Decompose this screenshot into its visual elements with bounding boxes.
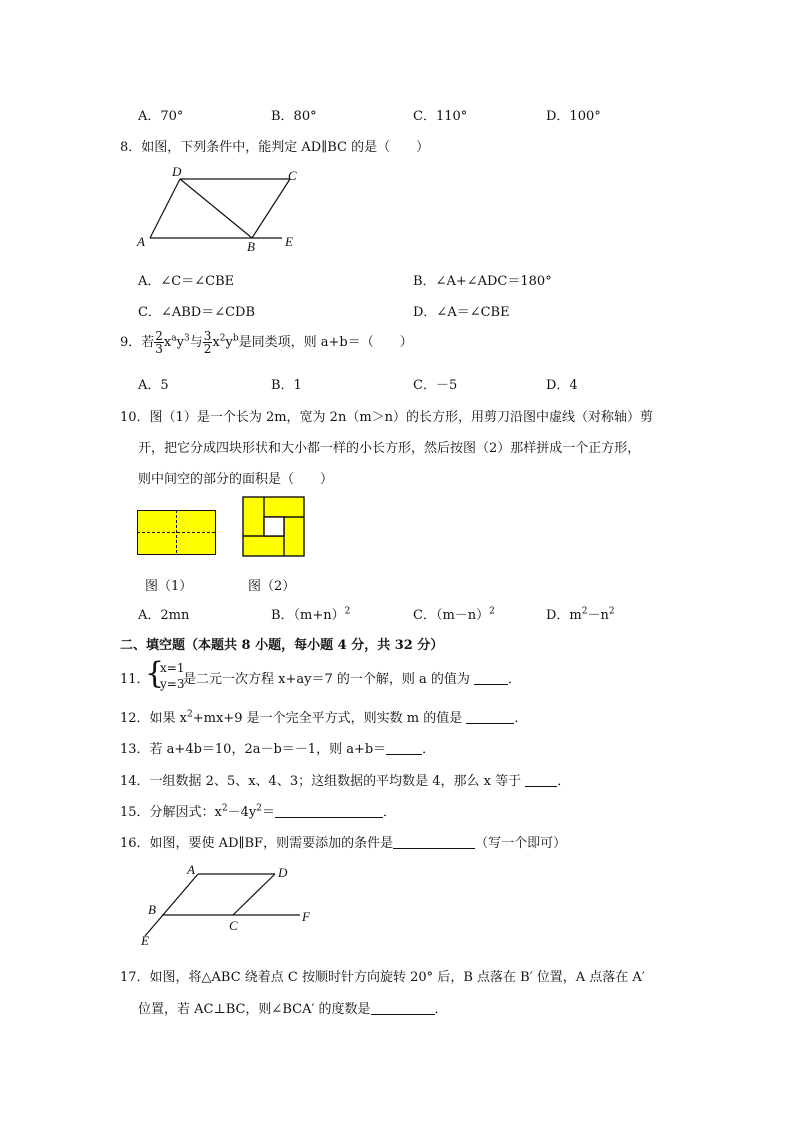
q14-answer-blank <box>525 774 557 787</box>
q10-option-c: C．$(m-n)^2$ <box>413 606 495 623</box>
q7-option-b: B．80° <box>271 109 317 124</box>
q10-figure-2-caption: 图（2） <box>248 579 296 594</box>
q10-option-a: A．2mn <box>138 608 190 623</box>
q8-stem: 8．如图，下列条件中，能判定 AD∥BC 的是（ ） <box>120 140 430 155</box>
q16-answer-blank <box>393 836 475 849</box>
q15-answer-blank <box>275 805 383 818</box>
q9-option-a: A．5 <box>138 378 169 393</box>
q8-label-c: C <box>288 168 297 183</box>
q8-label-a: A <box>137 234 145 249</box>
q10-line-1: 10．图（1）是一个长为 2m，宽为 2n（m＞n）的长方形，用剪刀沿图中虚线（对称轴）剪 <box>120 410 654 425</box>
q17-answer-blank <box>371 1002 435 1015</box>
q11-brace: { <box>145 656 165 691</box>
q10-figure-1-caption: 图（1） <box>145 579 193 594</box>
q11-number: 11． <box>120 672 150 687</box>
q11-text: 是二元一次方程 x+ay＝7 的一个解，则 a 的值为 ． <box>183 672 522 687</box>
q16-label-e: E <box>141 933 149 948</box>
q14-text: 14．一组数据 2、5、x、4、3；这组数据的平均数是 4，那么 x 等于 ． <box>120 774 571 789</box>
q7-option-a: A．70° <box>138 109 184 124</box>
q10-option-d: D．$m^2-n^2$ <box>546 606 615 623</box>
q7-option-d: D．100° <box>546 109 601 124</box>
q10-figure-1 <box>137 510 217 556</box>
q16-label-d: D <box>278 865 288 880</box>
q12-answer-blank <box>466 711 514 724</box>
q7-option-c: C．110° <box>413 109 468 124</box>
q8-label-d: D <box>172 164 182 179</box>
q8-label-b: B <box>247 239 255 254</box>
q13-text: 13．若 a+4b＝10，2a－b＝－1，则 a+b＝ ． <box>120 742 436 757</box>
q16-text: 16．如图，要使 AD∥BF，则需要添加的条件是 （写一个即可） <box>120 836 567 851</box>
q8-option-d: D．∠A＝∠CBE <box>413 305 510 320</box>
q13-answer-blank <box>386 742 422 755</box>
q16-label-b: B <box>148 902 156 917</box>
section-2-title: 二、填空题（本题共 8 小题，每小题 4 分，共 32 分） <box>120 638 444 653</box>
q12-text: 12．如果 $x^2+mx+9$ 是一个完全平方式，则实数 m 的值是 ． <box>120 709 528 726</box>
q9-option-d: D．4 <box>546 378 578 393</box>
q10-line-2: 开，把它分成四块形状和大小都一样的小长方形，然后按图（2）那样拼成一个正方形， <box>138 441 641 456</box>
q9-stem: 9．若 $\frac{2}{3}$ $x^ay^3$与 $\frac{3}{2}$ $x^2y^b$是同类项，则 a+b＝（ ） <box>120 329 413 356</box>
q11-system: x=1 y=3 <box>160 661 185 691</box>
q9-option-b: B．1 <box>271 378 302 393</box>
q11-answer-blank <box>474 672 508 685</box>
q8-option-b: B．∠A+∠ADC＝180° <box>413 274 552 289</box>
q16-label-c: C <box>229 918 238 933</box>
q8-label-e: E <box>285 234 293 249</box>
q8-option-a: A．∠C＝∠CBE <box>138 274 235 289</box>
q10-figure-2 <box>242 496 306 558</box>
q9-fraction-2: $\frac{3}{2}$ <box>203 329 212 356</box>
q8-parallelogram-figure <box>130 162 310 254</box>
q9-option-c: C．－5 <box>413 378 458 393</box>
q16-figure <box>135 860 325 952</box>
q8-option-c: C．∠ABD＝∠CDB <box>138 305 256 320</box>
q10-line-3: 则中间空的部分的面积是（ ） <box>138 472 334 487</box>
q17-line-1: 17．如图，将△ABC 绕着点 C 按顺时针方向旋转 20° 后，B 点落在 B′ 位置，A 点落在 A′ <box>120 970 645 985</box>
q16-label-a: A <box>187 862 195 877</box>
q16-label-f: F <box>302 909 310 924</box>
q9-fraction-1: $\frac{2}{3}$ <box>155 329 163 356</box>
q17-line-2: 位置，若 AC⊥BC，则∠BCA′ 的度数是 ． <box>138 1002 448 1017</box>
q10-option-b: B．$(m+n)^2$ <box>271 606 351 623</box>
q15-text: 15．分解因式：$x^2-4y^2=$ ． <box>120 803 396 820</box>
